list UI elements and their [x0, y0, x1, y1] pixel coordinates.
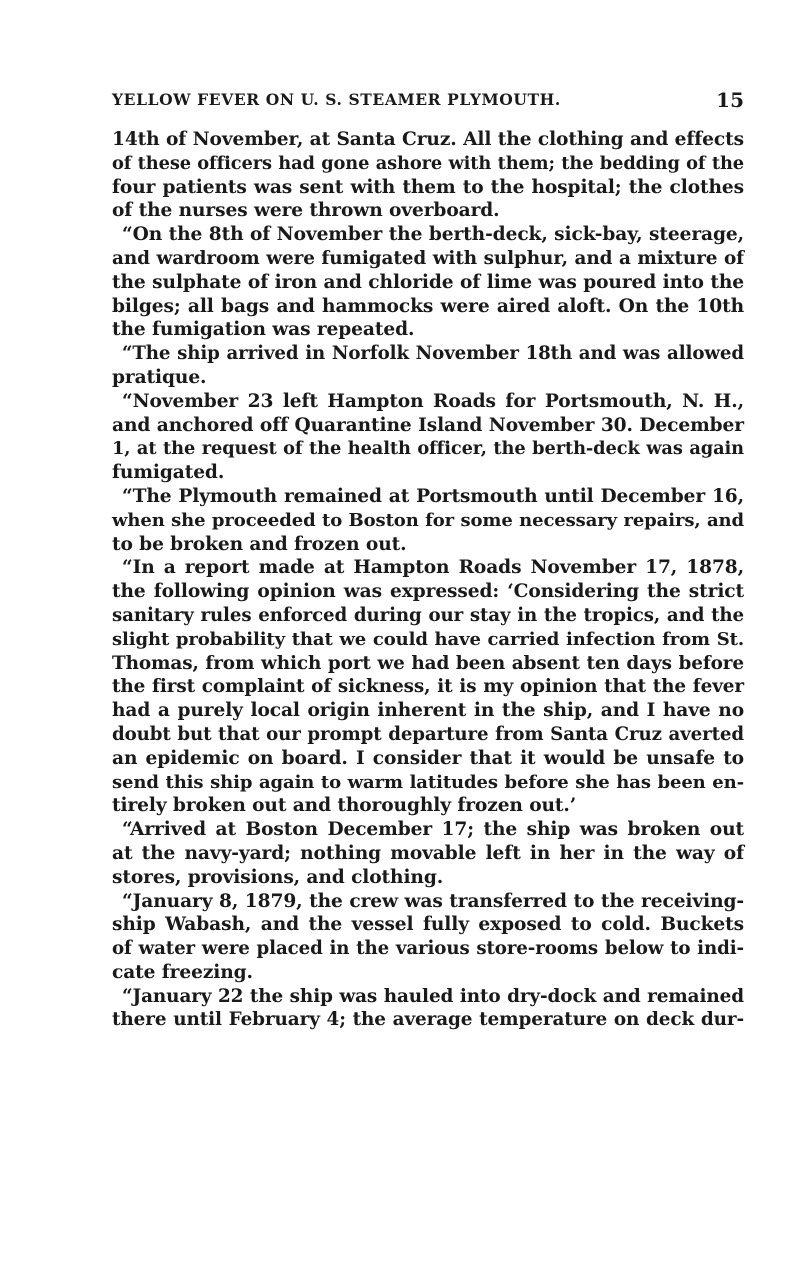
text-line: at the navy-yard; nothing movable left in her in the way of [112, 842, 744, 864]
text-line: cate freezing. [112, 961, 253, 983]
text-line: the fumigation was repeated. [112, 319, 415, 341]
text-line: doubt but that our prompt departure from Santa Cruz averted [112, 723, 744, 745]
text-line: of water were placed in the various store-rooms below to indi- [112, 938, 744, 960]
text-line: and wardroom were fumigated with sulphur, and a mixture of [112, 247, 744, 269]
text-line: “January 22 the ship was hauled into dry-dock and remained [122, 985, 744, 1007]
text-line: and anchored off Quarantine Island November 30. December [112, 414, 744, 436]
text-line: “Arrived at Boston December 17; the ship was broken out [122, 819, 744, 841]
text-line: sanitary rules enforced during our stay in the tropics, and the [112, 604, 744, 626]
text-line: Thomas, from which port we had been absent ten days before [112, 652, 744, 674]
text-line: the first complaint of sickness, it is my opinion that the fever [112, 676, 744, 698]
text-line: “The ship arrived in Norfolk November 18th and was allowed [122, 343, 744, 365]
text-line: of these officers had gone ashore with them; the bedding of the [112, 152, 744, 174]
text-line: 1, at the request of the health officer, the berth-deck was again [112, 438, 744, 460]
text-line: an epidemic on board. I consider that it would be unsafe to [112, 747, 744, 769]
text-line: four patients was sent with them to the hospital; the clothes [112, 176, 744, 198]
running-head [112, 90, 744, 116]
text-line: when she proceeded to Boston for some necessary repairs, and [112, 509, 744, 531]
text-line: the sulphate of iron and chloride of lime was poured into the [112, 271, 744, 293]
text-line: stores, provisions, and clothing. [112, 866, 444, 888]
page-number: 15 [716, 88, 744, 112]
text-line: send this ship again to warm latitudes before she has been en- [112, 771, 744, 793]
text-line: “In a report made at Hampton Roads November 17, 1878, [122, 557, 744, 579]
text-line: tirely broken out and thoroughly frozen out.’ [112, 795, 577, 817]
text-line: there until February 4; the average temperature on deck dur- [112, 1009, 744, 1031]
text-line: bilges; all bags and hammocks were aired aloft. On the 10th [112, 295, 744, 317]
text-line: ship Wabash, and the vessel fully exposed to cold. Buckets [112, 914, 744, 936]
text-line: “On the 8th of November the berth-deck, sick-bay, steerage, [122, 224, 744, 246]
text-line: “November 23 left Hampton Roads for Portsmouth, N. H., [122, 390, 744, 412]
text-line: to be broken and frozen out. [112, 533, 407, 555]
text-line: the following opinion was expressed: ‘Considering the strict [112, 581, 744, 603]
text-line: pratique. [112, 366, 207, 388]
text-line: “The Plymouth remained at Portsmouth until December 16, [122, 485, 744, 507]
text-line: slight probability that we could have carried infection from St. [112, 628, 744, 650]
running-title: YELLOW FEVER ON U. S. STEAMER PLYMOUTH. [112, 90, 561, 109]
text-line: 14th of November, at Santa Cruz. All the clothing and effects [112, 129, 744, 150]
text-line: “January 8, 1879, the crew was transferred to the receiving- [122, 890, 744, 912]
body-text [112, 128, 744, 1032]
text-line: had a purely local origin inherent in the ship, and I have no [112, 700, 744, 722]
text-line: fumigated. [112, 462, 225, 484]
text-line: of the nurses were thrown overboard. [112, 200, 500, 222]
